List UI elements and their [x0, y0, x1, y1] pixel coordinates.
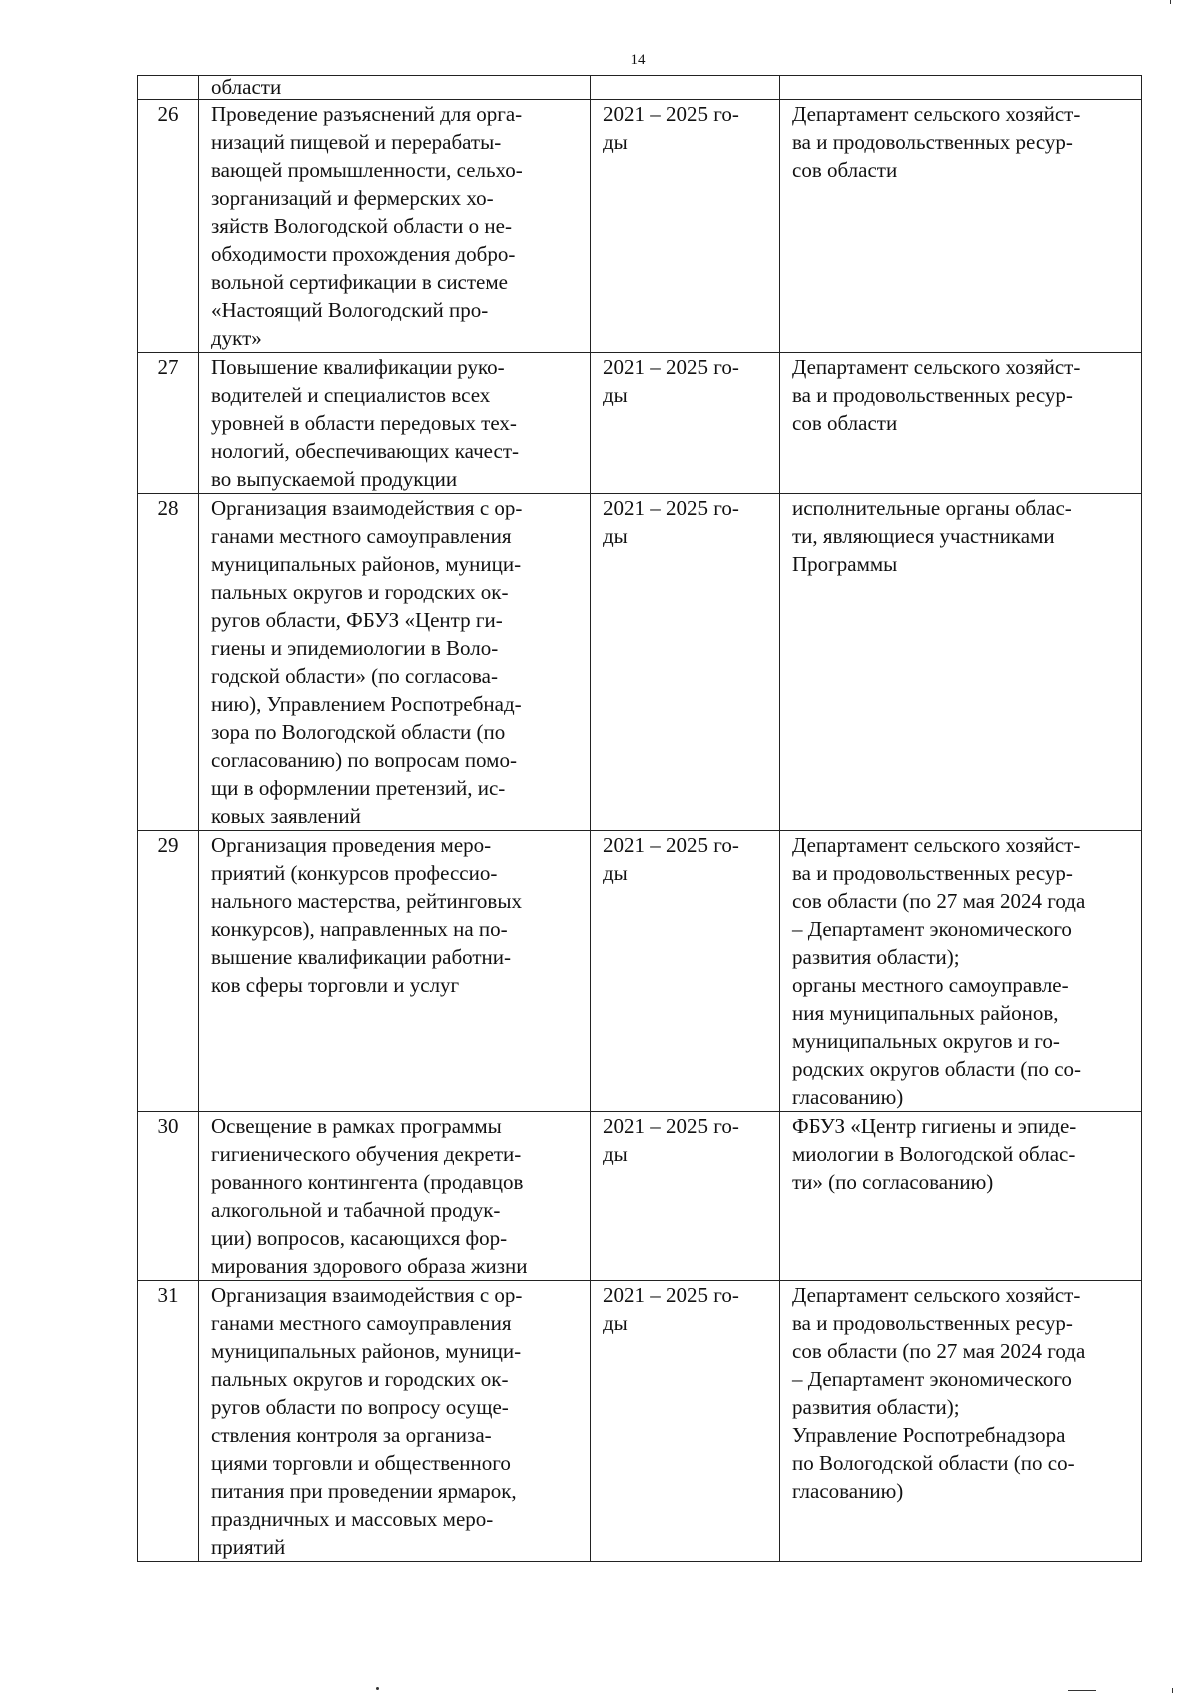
activity-cell: области [199, 76, 591, 100]
executor-cell: ФБУЗ «Центр гигиены и эпиде- миологии в Вологодской облас- ти» (по согласованию) [780, 1112, 1142, 1281]
period-cell: 2021 – 2025 го- ды [591, 353, 780, 494]
table-row [138, 1112, 1142, 1281]
activity-cell: Организация взаимодействия с ор- ганами местного самоуправления муниципальных районов, муници- пальных округов и городских ок- ругов области по вопросу осуще- ствления контроля за организа- циями торговли и общественного питания при проведении ярмарок, праздничных и массовых меро- приятий [199, 1281, 591, 1562]
scan-mark-bottom-right-edge [1172, 1688, 1173, 1693]
table-row-continuation [138, 76, 1142, 100]
page-number: 14 [630, 52, 646, 68]
period-cell: 2021 – 2025 го- ды [591, 494, 780, 831]
scan-mark-bottom-left [376, 1687, 379, 1690]
activity-cell: Освещение в рамках программы гигиенического обучения декрети- рованного контингента (продавцов алкогольной и табачной продук- ции) вопросов, касающихся фор- мирования здорового образа жизни [199, 1112, 591, 1281]
executor-cell: исполнительные органы облас- ти, являющиеся участниками Программы [780, 494, 1142, 831]
row-number: 28 [138, 494, 199, 831]
executor-cell: Департамент сельского хозяйст- ва и продовольственных ресур- сов области (по 27 мая 2024 года – Департамент экономического развития области); Управление Роспотребнадзора по Вологодской области (по со- гласованию) [780, 1281, 1142, 1562]
executor-cell: Департамент сельского хозяйст- ва и продовольственных ресур- сов области [780, 353, 1142, 494]
table-row [138, 1281, 1142, 1562]
scan-mark-top-right [1170, 0, 1171, 4]
table-row [138, 100, 1142, 353]
executor-cell: Департамент сельского хозяйст- ва и продовольственных ресур- сов области (по 27 мая 2024 года – Департамент экономического развития области); органы местного самоуправле- ния муниципальных районов, муниципальных округов и го- родских округов области (по со- гласованию) [780, 831, 1142, 1112]
row-number: 29 [138, 831, 199, 1112]
row-number: 27 [138, 353, 199, 494]
executor-cell [780, 76, 1142, 100]
row-number: 30 [138, 1112, 199, 1281]
executor-cell: Департамент сельского хозяйст- ва и продовольственных ресур- сов области [780, 100, 1142, 353]
row-number: 26 [138, 100, 199, 353]
table-row [138, 494, 1142, 831]
period-cell [591, 76, 780, 100]
row-number: 31 [138, 1281, 199, 1562]
period-cell: 2021 – 2025 го- ды [591, 100, 780, 353]
activity-cell: Организация взаимодействия с ор- ганами местного самоуправления муниципальных районов, муници- пальных округов и городских ок- ругов области, ФБУЗ «Центр ги- гиены и эпидемиологии в Воло- годской области» (по согласова- нию), Управлением Роспотребнад- зора по Вологодской области (по согласованию) по вопросам помо- щи в оформлении претензий, ис- ковых заявлений [199, 494, 591, 831]
row-number [138, 76, 199, 100]
activity-cell: Повышение квалификации руко- водителей и специалистов всех уровней в области передовых тех- нологий, обеспечивающих качест- во выпускаемой продукции [199, 353, 591, 494]
activity-cell: Организация проведения меро- приятий (конкурсов профессио- нального мастерства, рейтинговых конкурсов), направленных на по- вышение квалификации работни- ков сферы торговли и услуг [199, 831, 591, 1112]
table-row [138, 831, 1142, 1112]
activity-cell: Проведение разъяснений для орга- низаций пищевой и перерабаты- вающей промышленности, сельхо- зорганизаций и фермерских хо- зяйств Вологодской области о не- обходимости прохождения добро- вольной сертификации в системе «Настоящий Вологодский про- дукт» [199, 100, 591, 353]
table-row [138, 353, 1142, 494]
scan-mark-bottom-right [1068, 1690, 1096, 1691]
period-cell: 2021 – 2025 го- ды [591, 1112, 780, 1281]
period-cell: 2021 – 2025 го- ды [591, 1281, 780, 1562]
period-cell: 2021 – 2025 го- ды [591, 831, 780, 1112]
activities-table [137, 75, 1142, 1562]
